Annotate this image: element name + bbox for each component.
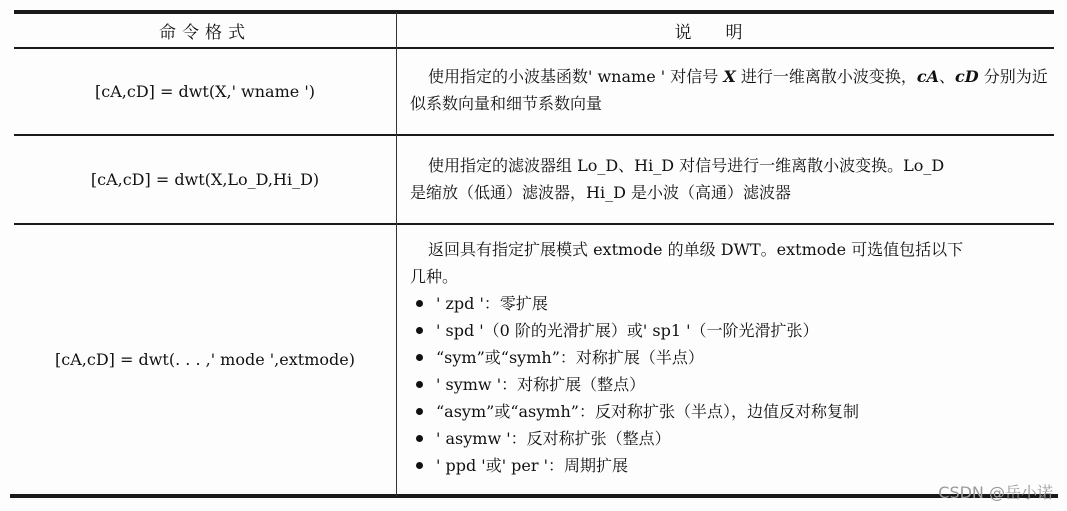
bullet-icon <box>416 327 423 334</box>
table-row-command: [cA,cD] = dwt(X,Lo_D,Hi_D) <box>90 170 320 189</box>
bullet-icon <box>416 462 423 469</box>
table-row-command: [cA,cD] = dwt(X,' wname ') <box>95 82 315 101</box>
column-header-description: 说明 <box>674 23 777 43</box>
list-item: ' symw '：对称扩展（整点） <box>436 371 1050 398</box>
bullet-icon <box>416 408 423 415</box>
description-line: 使用指定的滤波器组 Lo_D、Hi_D 对信号进行一维离散小波变换。Lo_D <box>428 156 945 175</box>
csdn-watermark: CSDN @岳小诺 <box>938 483 1053 502</box>
table-row-description <box>410 152 1050 206</box>
list-item: ' zpd '：零扩展 <box>436 290 1050 317</box>
bullet-icon <box>416 381 423 388</box>
table-bottom-rule <box>10 494 1058 498</box>
list-item: ' ppd '或' per '：周期扩展 <box>436 452 1050 479</box>
column-header-command-format: 命令格式 <box>159 23 251 43</box>
list-item: “asym”或“asymh”：反对称扩张（半点），边值反对称复制 <box>436 398 1050 425</box>
description-line: 是缩放（低通）滤波器，Hi_D 是小波（高通）滤波器 <box>410 183 791 202</box>
table-row-command: [cA,cD] = dwt(. . . ,' mode ',extmode) <box>55 350 355 369</box>
bullet-icon <box>416 300 423 307</box>
list-item: “sym”或“symh”：对称扩展（半点） <box>436 344 1050 371</box>
extmode-options-list <box>410 290 1050 479</box>
description-line: 几种。 <box>410 267 459 286</box>
bullet-icon <box>416 354 423 361</box>
table-row-description <box>410 236 1050 479</box>
bullet-icon <box>416 435 423 442</box>
list-item: ' asymw '：反对称扩张（整点） <box>436 425 1050 452</box>
table-column-divider <box>396 12 397 496</box>
description-text: 使用指定的小波基函数' wname ' 对信号 X 进行一维离散小波变换，cA、cD 分别为近似系数向量和细节系数向量 <box>410 67 1048 113</box>
list-item: ' spd '（0 阶的光滑扩展）或' sp1 '（一阶光滑扩张） <box>436 317 1050 344</box>
description-line: 返回具有指定扩展模式 extmode 的单级 DWT。extmode 可选值包括以下 <box>428 240 964 259</box>
table-row-description <box>410 63 1050 117</box>
